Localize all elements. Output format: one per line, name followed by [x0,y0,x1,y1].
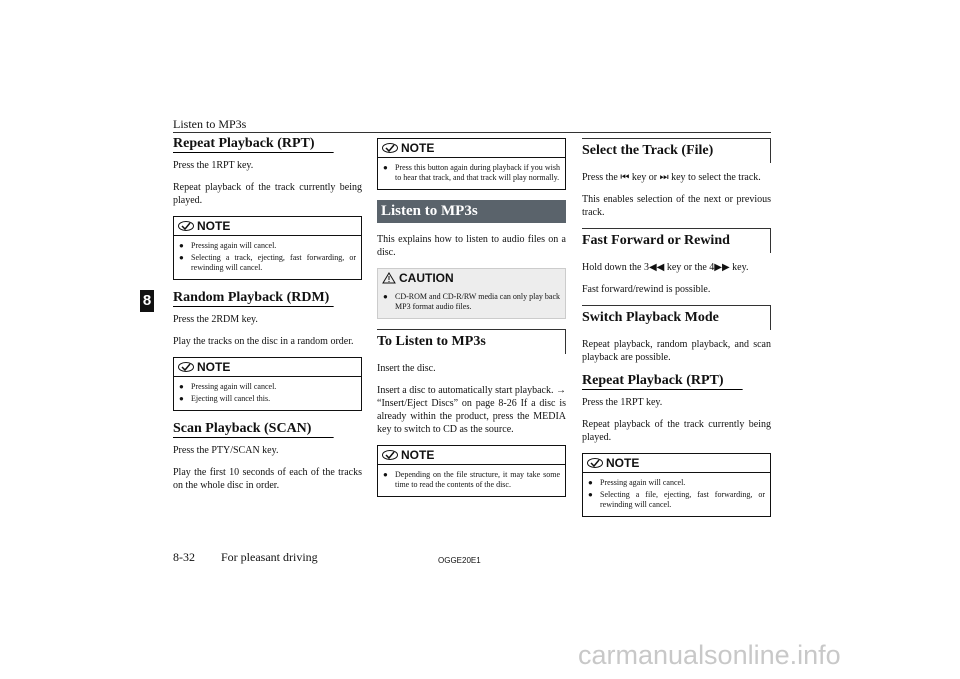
note-box [582,453,771,517]
paragraph: Press the 1RPT key. [173,160,254,171]
paragraph: Press the 2RDM key. [173,314,258,325]
column-1 [173,134,362,501]
watermark: carmanualsonline.info [578,640,841,670]
bullet-icon: ● [383,470,388,479]
note-check-icon [382,450,398,460]
heading-repeat-playback: Repeat Playback (RPT) [582,373,771,390]
page-number: 8-32 [173,550,195,564]
list-item: ● Depending on the file structure, it may take some time to read the contents of the disc. [383,470,560,489]
bullet-icon: ● [588,490,593,499]
note-check-icon [178,221,194,231]
document-code: OGGE20E1 [438,556,481,565]
heading-listen-to-mp3s: Listen to MP3s [377,200,566,223]
heading-random-playback: Random Playback (RDM) [173,290,362,307]
note-label: NOTE [197,360,231,374]
paragraph: Repeat playback of the track currently being played. [173,182,362,206]
bullet-icon: ● [383,292,388,301]
list-item: ● Pressing again will cancel. [179,382,277,391]
paragraph: This enables selection of the next or previous track. [582,194,771,218]
heading-select-track: Select the Track (File) [582,138,771,163]
bullet-icon: ● [179,241,184,250]
column-2 [377,134,566,507]
paragraph: Insert a disc to automatically start playback. → “Insert/Eject Discs” on page 8-26 If a disc is already within the product, press the MEDIA key to switch to CD as the source. [377,385,566,435]
list-item: ● Press this button again during playback if you wish to hear that track, and that track will play normally. [383,163,560,182]
paragraph: Play the first 10 seconds of each of the tracks on the whole disc in order. [173,467,362,491]
caution-label: CAUTION [399,271,454,285]
note-check-icon [382,143,398,153]
paragraph: Press the PTY/SCAN key. [173,445,279,456]
heading-scan-playback: Scan Playback (SCAN) [173,421,362,438]
list-item: ● Pressing again will cancel. [588,478,686,487]
heading-switch-playback-mode: Switch Playback Mode [582,305,771,330]
paragraph: Play the tracks on the disc in a random order. [173,336,354,347]
note-check-icon [178,362,194,372]
paragraph: This explains how to listen to audio files on a disc. [377,234,566,258]
bullet-icon: ● [179,253,184,262]
note-label: NOTE [197,219,231,233]
heading-to-listen-to-mp3s: To Listen to MP3s [377,329,566,354]
list-item: ● Selecting a track, ejecting, fast forwarding, or rewinding will cancel. [179,253,356,272]
list-item: ● CD-ROM and CD-R/RW media can only play back MP3 format audio files. [383,292,560,311]
bullet-icon: ● [588,478,593,487]
list-item: ● Ejecting will cancel this. [179,394,271,403]
note-box [377,138,566,190]
note-label: NOTE [606,456,640,470]
section-tab: 8 [140,290,154,312]
paragraph: Insert the disc. [377,363,436,374]
running-header: Listen to MP3s [173,117,247,131]
note-label: NOTE [401,448,435,462]
paragraph: Repeat playback of the track currently being played. [582,419,771,443]
paragraph: Hold down the 3◀◀ key or the 4▶▶ key. [582,262,749,273]
header-rule [173,132,771,133]
note-check-icon [587,458,603,468]
paragraph: Press the ⏮ key or ⏭ key to select the track. [582,172,761,183]
note-label: NOTE [401,141,435,155]
paragraph: Repeat playback, random playback, and scan playback are possible. [582,339,771,363]
column-3 [582,134,771,527]
heading-repeat-playback: Repeat Playback (RPT) [173,136,362,153]
bullet-icon: ● [179,382,184,391]
list-item: ● Selecting a file, ejecting, fast forwarding, or rewinding will cancel. [588,490,765,509]
bullet-icon: ● [383,163,388,172]
bullet-icon: ● [179,394,184,403]
warning-triangle-icon [382,272,396,284]
caution-box [377,268,566,319]
note-box [173,216,362,280]
heading-fast-forward-rewind: Fast Forward or Rewind [582,228,771,253]
footer-title: For pleasant driving [221,550,318,564]
note-box [377,445,566,497]
list-item: ● Pressing again will cancel. [179,241,277,250]
note-box [173,357,362,411]
paragraph: Fast forward/rewind is possible. [582,284,711,295]
paragraph: Press the 1RPT key. [582,397,663,408]
